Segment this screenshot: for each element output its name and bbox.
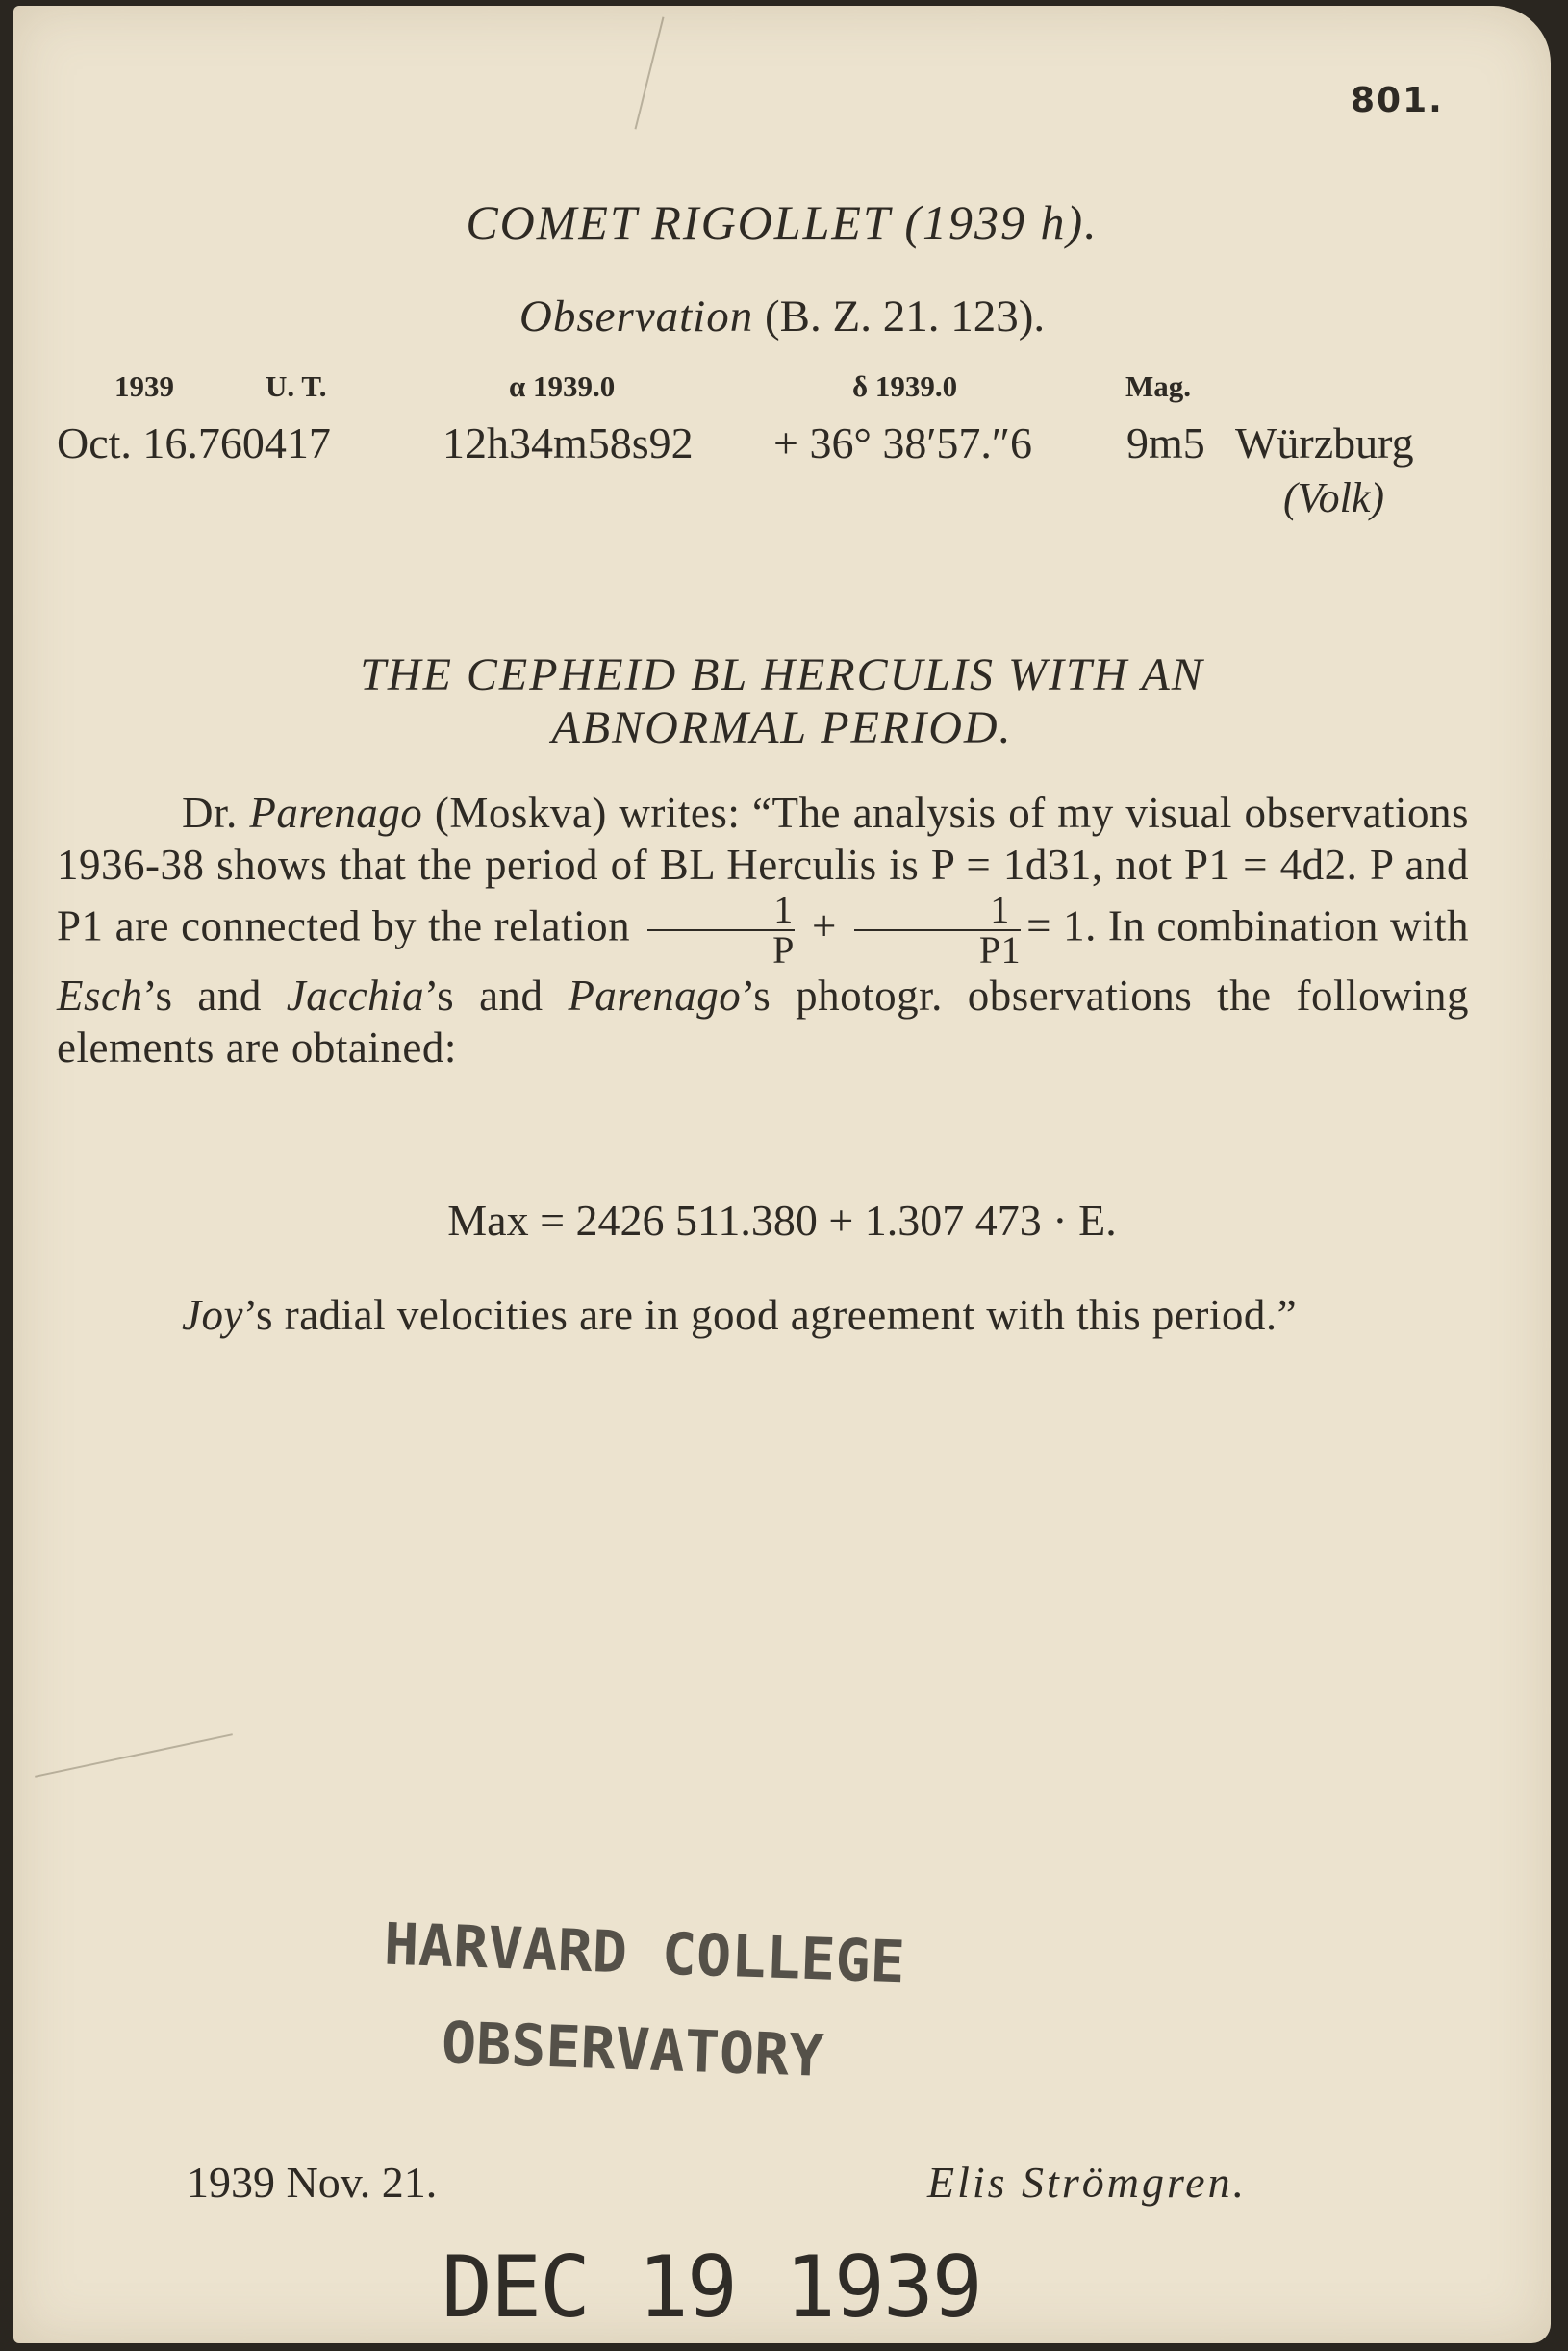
observation-subtitle <box>13 291 1551 342</box>
letter-date: 1939 Nov. 21. <box>187 2158 438 2207</box>
col-header-year: 1939 <box>114 369 174 403</box>
fraction-one-over-p <box>647 888 795 972</box>
para1-lead: Dr. <box>182 789 250 837</box>
col-header-dec: δ 1939.0 <box>852 369 958 403</box>
frac1-num: 1 <box>773 888 794 931</box>
frac2-den: P1 <box>854 929 1021 970</box>
page-card <box>13 6 1551 2343</box>
letter-paragraph-1: Dr. Parenago (Moskva) writes: “The analysis of my visual observations 1936-38 shows that the period of BL Herculis is P = 1d31, not P1 = 4d2. P and P1 are connected by the relation $\frac{1}{P}$ + $\frac{1}{P1}$ = 1. In combination with Esch’s and Jacchia’s and Parenago’s photogr. observations the following elements are obtained: <box>57 789 1470 1072</box>
obs-ra: 12h34m58s92 <box>443 418 694 468</box>
name-joy: Joy <box>182 1291 243 1339</box>
para1-tail: ’s photogr. observations the following elements are obtained: <box>57 972 1469 1072</box>
stamp-line-1: HARVARD COLLEGE <box>382 1910 906 1997</box>
cepheid-title-line2: ABNORMAL PERIOD. <box>551 702 1013 753</box>
frac2-num: 1 <box>990 888 1010 931</box>
letter-paragraph-2 <box>57 1289 1469 1341</box>
para1-body: (Moskva) writes: “The analysis of my visual observations 1936-38 shows that the period of BL Herculis is P = 1d31, not P1 = 4d2. P and P1 are connected by the relation <box>57 789 1470 950</box>
received-date-stamp: DEC 19 1939 <box>442 2237 981 2337</box>
observation-ref: (B. Z. 21. 123). <box>765 291 1046 341</box>
observer-name: (Volk) <box>1283 474 1385 521</box>
obs-date: Oct. 16.760417 <box>57 418 331 468</box>
obs-mag: 9m5 <box>1126 418 1205 468</box>
page-number: 801. <box>1351 81 1444 120</box>
obs-place: Würzburg <box>1235 418 1414 468</box>
para1-relation: = 1. In combination with <box>1026 901 1469 950</box>
para1-join1: ’s and <box>142 972 287 1020</box>
frac1-den: P <box>647 929 795 970</box>
col-header-mag: Mag. <box>1125 369 1192 403</box>
name-parenago: Parenago <box>568 972 742 1020</box>
signature: Elis Strömgren. <box>927 2158 1248 2207</box>
fraction-one-over-p1 <box>854 888 1022 972</box>
col-header-ra: α 1939.0 <box>509 369 616 403</box>
author-name: Parenago <box>249 789 423 837</box>
cepheid-title <box>13 648 1551 754</box>
para1-join2: ’s and <box>424 972 569 1020</box>
period-formula: Max = 2426 511.380 + 1.307 473 · E. <box>447 1196 1117 1245</box>
obs-dec: + 36° 38′57.″6 <box>773 418 1033 468</box>
name-esch: Esch <box>57 972 143 1020</box>
observation-label: Observation <box>518 291 754 341</box>
cepheid-title-line1: THE CEPHEID BL HERCULIS WITH AN <box>360 649 1204 700</box>
para2-body: ’s radial velocities are in good agreement with this period.” <box>242 1291 1298 1339</box>
stamp-line-2: OBSERVATORY <box>440 2010 825 2090</box>
comet-title: COMET RIGOLLET (1939 h). <box>466 195 1099 249</box>
col-header-ut: U. T. <box>266 369 327 403</box>
name-jacchia: Jacchia <box>286 972 425 1020</box>
